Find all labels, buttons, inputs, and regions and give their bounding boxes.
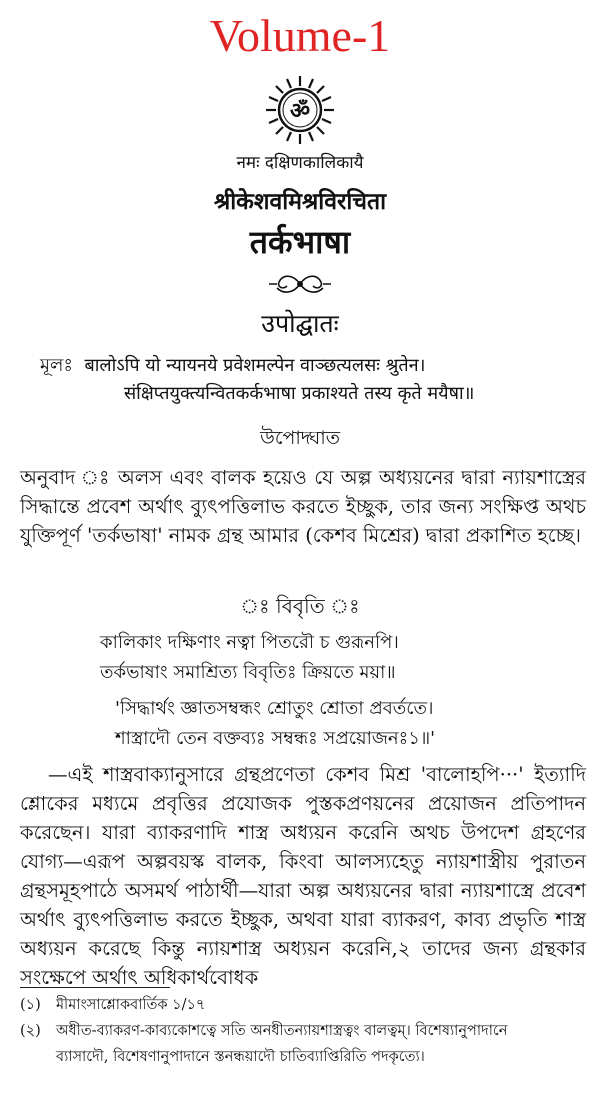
work-title: तर्कभाषा [249, 223, 351, 261]
floral-divider-icon [0, 272, 600, 296]
footnote-2-continuation: ব্যাসাদৌ, বিশেষণানুপাদানে স্তনন্ধয়াদৌ চাতিব্যাপ্তিরিতি পদকৃত্যে। [56, 1049, 425, 1065]
mula-row-1 [40, 352, 474, 380]
mula-label: মূলঃ [40, 355, 74, 376]
section-heading: उपोद्घातः [261, 309, 339, 338]
author-line: श्रीकेशवमिश्रविरचिता [213, 188, 387, 215]
anuvad-paragraph [20, 463, 586, 550]
sloka-2 [115, 694, 435, 754]
footnote-divider [20, 987, 170, 988]
footnote-1-text: মীমাংসাশ্লোকবার্তিক ১/১৭ [56, 997, 206, 1013]
mula-line-2: संक्षिप्तयुक्त्यन्वितकर्कभाषा प्रकाश्यते तस्य कृते मयैषा॥ [124, 383, 475, 404]
commentary-text: —এই শাস্ত্রবাক্যানুসারে গ্রন্থপ্রণেতা কেশব মিশ্র 'বালোহপি···' ইত্যাদি শ্লোকের মধ্যমে প্রবৃত্তির প্রযোজক পুস্তকপ্রণয়নের প্রয়োজন প্রতিপাদন করেছেন। যারা ব্যাকরণাদি শাস্ত্র অধ্যয়ন করেনি অথচ উপদেশ গ্রহণের যোগ্য—এরূপ অল্পবয়স্ক বালক, কিংবা আলস্যহেতু ন্যায়শাস্ত্রীয় পুরাতন গ্রন্থসমূহপাঠে অসমর্থ পাঠার্থী—যারা অল্প অধ্যয়নের দ্বারা ন্যায়শাস্ত্রে প্রবেশ অর্থাৎ ব্যুৎপত্তিলাভ করতে ইচ্ছুক, অথবা যারা ব্যাকরণ, কাব্য প্রভৃতি শাস্ত্র অধ্যয়ন করেছে কিন্তু ন্যায়শাস্ত্র অধ্যয়ন করেনি,২ তাদের জন্য গ্রন্থকার সংক্ষেপে অর্থাৎ অধিকার্থবোধক [20, 763, 586, 989]
svg-text:ॐ: ॐ [289, 99, 311, 124]
commentary-paragraph [20, 760, 586, 992]
anuvad-text: অলস এবং বালক হয়েও যে অল্প অধ্যয়নের দ্বারা ন্যায়শাস্ত্রের সিদ্ধান্তে প্রবেশ অর্থাৎ ব্যুৎপত্তিলাভ করতে ইচ্ছুক, তার জন্য সংক্ষিপ্ত অথচ যুক্তিপূর্ণ 'তর্কভাষা' নামক গ্রন্থ আমার (কেশব মিশ্রের) দ্বারা প্রকাশিত হচ্ছে। [20, 466, 586, 547]
footnote-2 [20, 1018, 507, 1070]
mula-line-1: बालोऽपि यो न्यायनये प्रवेशमल्पेन वाञ्छत्यलसः श्रुतेन। [84, 355, 426, 376]
mula-verse [40, 352, 474, 408]
om-sun-icon [0, 74, 600, 146]
footnote-2-text: অধীত-ব্যাকরণ-কাব্যকোশত্বে সতি অনধীতন্যায়শাস্ত্রত্বং বালত্বম্। বিশেষ্যানুপাদানে [56, 1023, 508, 1039]
bivriti-heading: ঃ বিবৃতি ঃ [240, 594, 360, 618]
footnote-2-number: (২) [20, 1023, 41, 1039]
volume-label: Volume-1 [209, 10, 391, 61]
sloka-1 [100, 628, 399, 688]
anuvad-label: অনুবাদ ঃ [20, 466, 111, 489]
bengali-heading: উপোদ্ঘাত [260, 427, 340, 449]
sloka-1-line-1: কালিকাং দক্ষিণাং নত্বা পিতরৌ চ গুরূনপি। [100, 632, 399, 653]
footnote-1-number: (১) [20, 997, 41, 1013]
invocation-line: नमः दक्षिणकालिकायै [236, 153, 364, 173]
sloka-1-line-2: তর্কভাষাং সমাশ্রিত্য বিবৃতিঃ ক্রিয়তে ময়া॥ [100, 662, 396, 683]
sloka-2-line-1: 'সিদ্ধার্থং জ্ঞাতসম্বন্ধং শ্রোতুং শ্রোতা প্রবর্ততে। [115, 698, 434, 719]
sloka-2-line-2: শাস্ত্রাদৌ তেন বক্তব্যঃ সম্বন্ধঃ সপ্রয়োজনঃ১॥' [115, 728, 436, 749]
footnote-1 [20, 992, 205, 1018]
